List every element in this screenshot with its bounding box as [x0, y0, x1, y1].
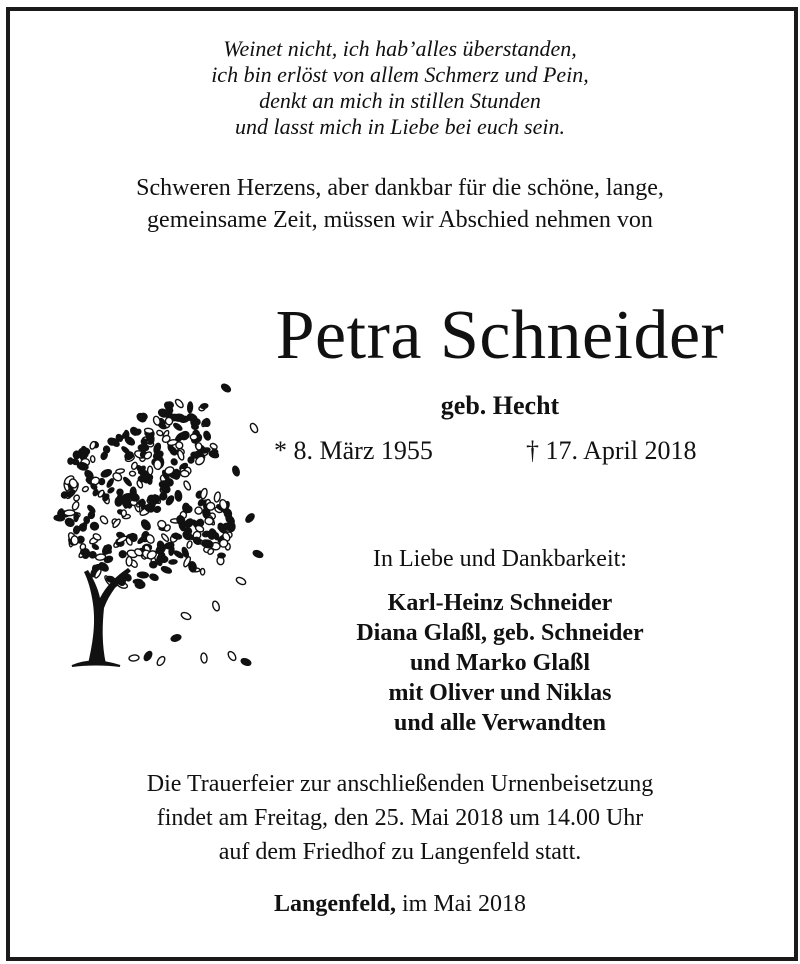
tree-leaf [88, 511, 96, 519]
tree-leaf [206, 502, 215, 511]
tree-leaf [114, 496, 123, 507]
falling-leaf [180, 611, 192, 621]
tree-leaf [190, 451, 199, 458]
tree-leaf [100, 451, 109, 461]
tree-leaf [82, 486, 90, 493]
service-info [0, 767, 800, 869]
intro-text [0, 172, 800, 236]
tree-leaf [190, 434, 197, 440]
falling-leaf [249, 422, 259, 434]
tree-leaf [73, 451, 80, 459]
poem-line: ich bin erlöst von allem Schmerz und Pein, [211, 62, 589, 87]
tree-leaf [191, 424, 198, 430]
tree-leaf [71, 501, 80, 511]
tree-leaf [138, 444, 149, 451]
tree-leaf [100, 468, 112, 478]
death-date: † 17. April 2018 [526, 436, 697, 465]
falling-leaf [244, 512, 255, 523]
tree-leaf [64, 510, 75, 516]
tree-leaf [129, 471, 136, 476]
tree-leaf [90, 521, 100, 531]
tree-leaf [186, 540, 193, 548]
tree-leaf [218, 553, 225, 558]
tree-leaf [175, 490, 183, 501]
falling-leaf [252, 549, 264, 558]
tree-leaf [137, 572, 148, 578]
tree-leaf [71, 536, 79, 546]
service-line: auf dem Friedhof zu Langenfeld statt. [218, 839, 582, 865]
tree-leaf [99, 478, 105, 485]
tree-leaf [150, 561, 157, 567]
poem [0, 36, 800, 140]
tree-leaf [200, 488, 208, 500]
tree-leaf [106, 478, 114, 488]
poem-line: denkt an mich in stillen Stunden [259, 88, 541, 113]
tree-leaf [168, 546, 174, 556]
tree-leaf [187, 402, 192, 413]
tree-leaf [133, 579, 142, 583]
mourner-line: Diana Glaßl, geb. Schneider [356, 620, 644, 646]
tree-leaf [202, 541, 210, 547]
tree-leaf [203, 430, 212, 441]
poem-line: Weinet nicht, ich hab’alles überstanden, [223, 36, 577, 61]
tree-leaf [173, 422, 183, 431]
tree-leaf [144, 428, 153, 434]
maiden-name: geb. Hecht [440, 391, 560, 420]
mourner-line: mit Oliver und Niklas [388, 680, 612, 706]
tree-leaf [174, 398, 184, 409]
tree-leaf [73, 494, 81, 502]
birth-date: * 8. März 1955 [274, 436, 433, 465]
mourner-line: Karl-Heinz Schneider [387, 590, 613, 616]
tree-leaf [169, 559, 178, 564]
service-line: Die Trauerfeier zur anschließenden Urnenbeisetzung [146, 771, 654, 797]
tree-leaf [73, 526, 80, 535]
tree-leaf [200, 403, 208, 409]
mourners-list [300, 588, 700, 738]
mourners-heading: In Liebe und Dankbarkeit: [373, 546, 627, 572]
tree-leaf [170, 458, 178, 466]
tree-leaf [183, 480, 192, 491]
service-line: findet am Freitag, den 25. Mai 2018 um 14.00 Uhr [156, 805, 644, 831]
tree-leaf [154, 460, 162, 470]
tree-leaf [126, 557, 132, 566]
tree-leaf [214, 533, 219, 540]
tree-canopy [54, 398, 236, 589]
tree-leaf [89, 551, 96, 558]
falling-leaf [211, 600, 220, 611]
falling-leaf [220, 383, 232, 394]
tree-leaf [123, 476, 133, 487]
intro-line: gemeinsame Zeit, müssen wir Abschied nehmen von [147, 207, 653, 233]
tree-leaf [188, 561, 197, 572]
tree-leaf [74, 512, 79, 521]
tree-leaf [137, 535, 147, 545]
mourner-line: und Marko Glaßl [409, 650, 591, 676]
intro-line: Schweren Herzens, aber dankbar für die schöne, lange, [136, 175, 664, 201]
tree-leaf [92, 543, 100, 550]
tree-leaf [121, 510, 126, 517]
tree-leaf [140, 518, 152, 531]
windblown-tree-icon [36, 376, 268, 676]
tree-leaf [152, 415, 161, 426]
tree-leaf [219, 539, 228, 548]
falling-leaf [156, 655, 167, 667]
tree-leaf [124, 430, 129, 437]
falling-leaf [235, 576, 247, 586]
closing-line [0, 888, 800, 920]
tree-leaf [194, 506, 202, 514]
falling-leaf [232, 465, 241, 476]
tree-leaf [161, 533, 170, 543]
falling-leaf [170, 634, 181, 643]
poem-line: und lasst mich in Liebe bei euch sein. [235, 114, 565, 139]
mourner-line: und alle Verwandten [393, 710, 607, 736]
deceased-name: Petra Schneider [275, 297, 725, 374]
tree-leaf [180, 470, 189, 477]
falling-leaf [129, 654, 140, 661]
closing-date: im Mai 2018 [396, 891, 526, 917]
tree-leaf [116, 468, 125, 473]
tree-leaf [209, 442, 218, 450]
tree-leaf [147, 477, 152, 484]
tree-leaf [119, 550, 127, 558]
falling-leaf [143, 650, 154, 662]
tree-leaf [195, 442, 202, 450]
falling-leaf [200, 653, 207, 664]
tree-leaf [201, 569, 205, 575]
closing-place: Langenfeld, [273, 891, 396, 917]
tree-leaf [93, 565, 98, 571]
tree-leaf [166, 402, 173, 408]
tree-leaf [204, 418, 211, 427]
falling-leaf [240, 657, 252, 666]
tree-leaf [161, 565, 173, 574]
tree-leaf [90, 456, 95, 463]
tree-leaf [130, 487, 136, 497]
falling-leaf [227, 650, 238, 662]
tree-leaf [149, 573, 159, 581]
tree-ground [72, 662, 120, 667]
tree-leaf [99, 515, 109, 525]
